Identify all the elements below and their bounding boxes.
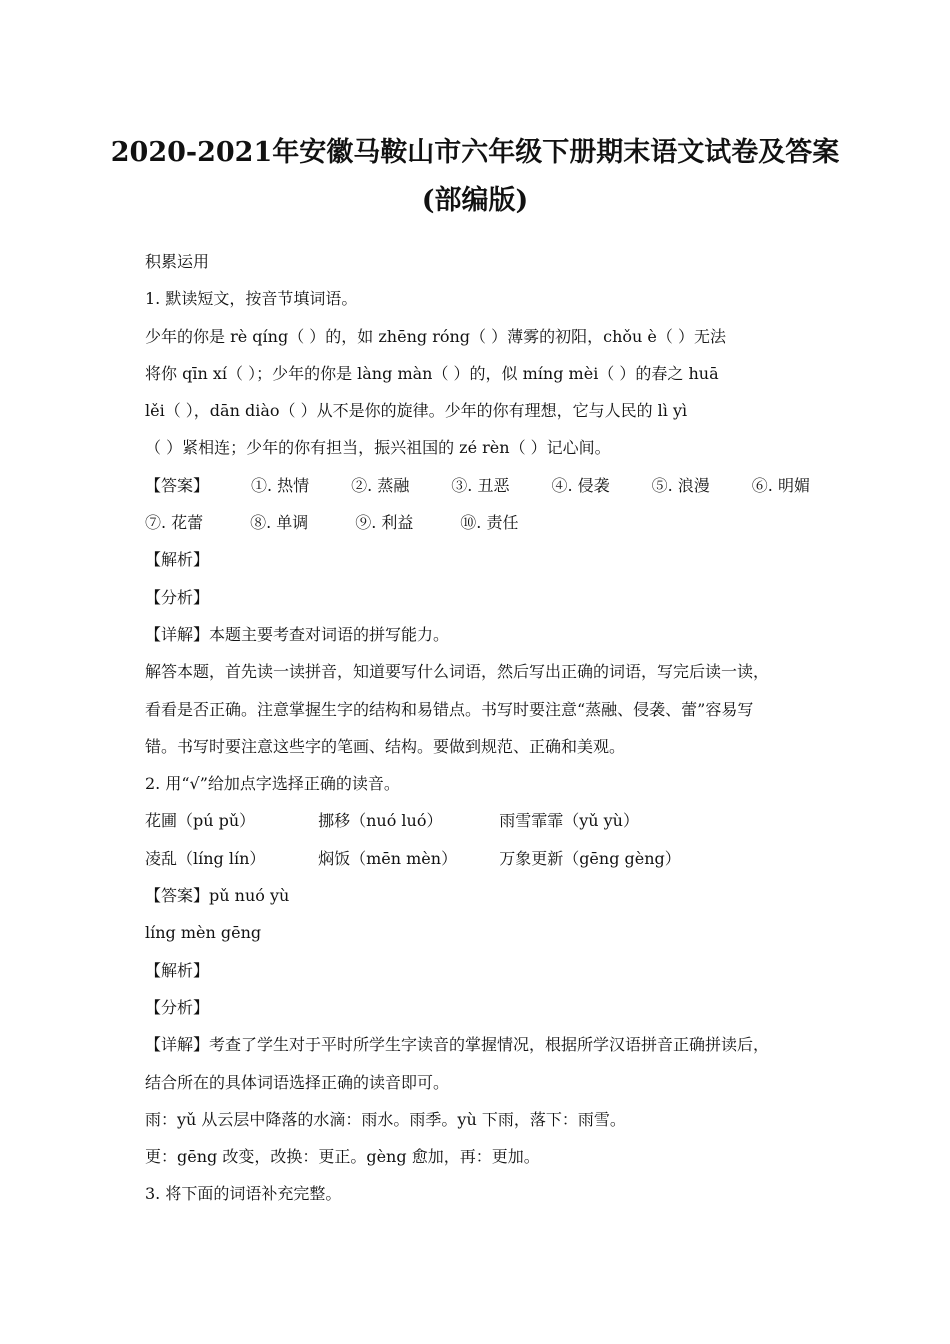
q2-detail-line: 雨：yǔ 从云层中降落的水滴：雨水。雨季。yù 下雨，落下：雨雪。 [145, 1109, 626, 1129]
q1-detail-line: 看看是否正确。注意掌握生字的结构和易错点。书写时要注意“蒸融、侵袭、蕾”容易写 [145, 699, 754, 719]
answer-item: ⑨. 利益 [355, 513, 414, 533]
answer-item: ⑤. 浪漫 [651, 475, 710, 495]
q2-fenxi-label: 【分析】 [145, 997, 210, 1017]
answer-item: ⑦. 花蕾 [145, 513, 204, 533]
q1-detail-line: 错。书写时要注意这些字的笔画、结构。要做到规范、正确和美观。 [145, 736, 626, 756]
q1-analysis-label: 【解析】 [145, 550, 210, 570]
answer-item: ②. 蒸融 [351, 475, 410, 495]
q1-detail-line: 解答本题，首先读一读拼音，知道要写什么词语，然后写出正确的词语，写完后读一读， [145, 662, 770, 682]
q3-stem: 3. 将下面的词语补充完整。 [145, 1184, 342, 1204]
q2-row2 [145, 840, 810, 877]
q1-fenxi-label: 【分析】 [145, 587, 210, 607]
q1-passage-line: （ ）紧相连；少年的你有担当，振兴祖国的 zé rèn（ ）记心间。 [145, 438, 611, 458]
q2-detail-line: 结合所在的具体词语选择正确的读音即可。 [145, 1072, 450, 1092]
q2-option: 焖饭（mēn mèn） [318, 848, 458, 868]
q1-passage-line: lěi（ ），dān diào（ ）从不是你的旋律。少年的你有理想，它与人民的 lì yì [145, 401, 688, 421]
q1-answer-row2 [145, 504, 810, 541]
answer-label: 【答案】 [145, 475, 210, 495]
q2-option: 挪移（nuó luó） [318, 811, 443, 831]
q1-passage-line: 将你 qīn xí（ ）；少年的你是 làng màn（ ）的，似 míng mèi（ ）的春之 huā [145, 363, 719, 383]
q2-analysis-label: 【解析】 [145, 960, 210, 980]
answer-item: ③. 丑恶 [451, 475, 510, 495]
q1-stem: 1. 默读短文，按音节填词语。 [145, 289, 358, 309]
q2-stem: 2. 用“√”给加点字选择正确的读音。 [145, 774, 400, 794]
q2-option: 花圃（pú pǔ） [145, 811, 256, 831]
q2-answer-line1: 【答案】pǔ nuó yù [145, 886, 290, 906]
q2-detail-line: 【详解】考查了学生对于平时所学生字读音的掌握情况，根据所学汉语拼音正确拼读后， [145, 1035, 770, 1055]
document-title-line2: (部编版) [421, 185, 529, 216]
document-title-line1: 2020-2021年安徽马鞍山市六年级下册期末语文试卷及答案 [110, 137, 840, 168]
q1-answer-row1 [145, 467, 810, 504]
section-heading: 积累运用 [145, 252, 210, 271]
q1-passage-line: 少年的你是 rè qíng（ ）的，如 zhēng róng（ ）薄雾的初阳，chǒu è（ ）无法 [145, 326, 726, 346]
q2-detail-line: 更：gēng 改变，改换：更正。gèng 愈加，再：更加。 [145, 1147, 540, 1167]
q2-answer-line2: líng mèn gēng [145, 923, 262, 943]
q2-option: 凌乱（líng lín） [145, 848, 266, 868]
document-body [145, 243, 810, 1213]
q1-detail-line: 【详解】本题主要考查对词语的拼写能力。 [145, 624, 450, 644]
q2-option: 雨雪霏霏（yǔ yù） [499, 811, 639, 831]
answer-item: ①. 热情 [250, 475, 310, 495]
answer-item: ⑩. 责任 [460, 513, 519, 533]
answer-item: ⑥. 明媚 [751, 475, 810, 495]
q2-row1 [145, 802, 810, 839]
q2-option: 万象更新（gēng gèng） [499, 848, 681, 868]
answer-item: ④. 侵袭 [551, 475, 610, 495]
answer-item: ⑧. 单调 [250, 513, 309, 533]
